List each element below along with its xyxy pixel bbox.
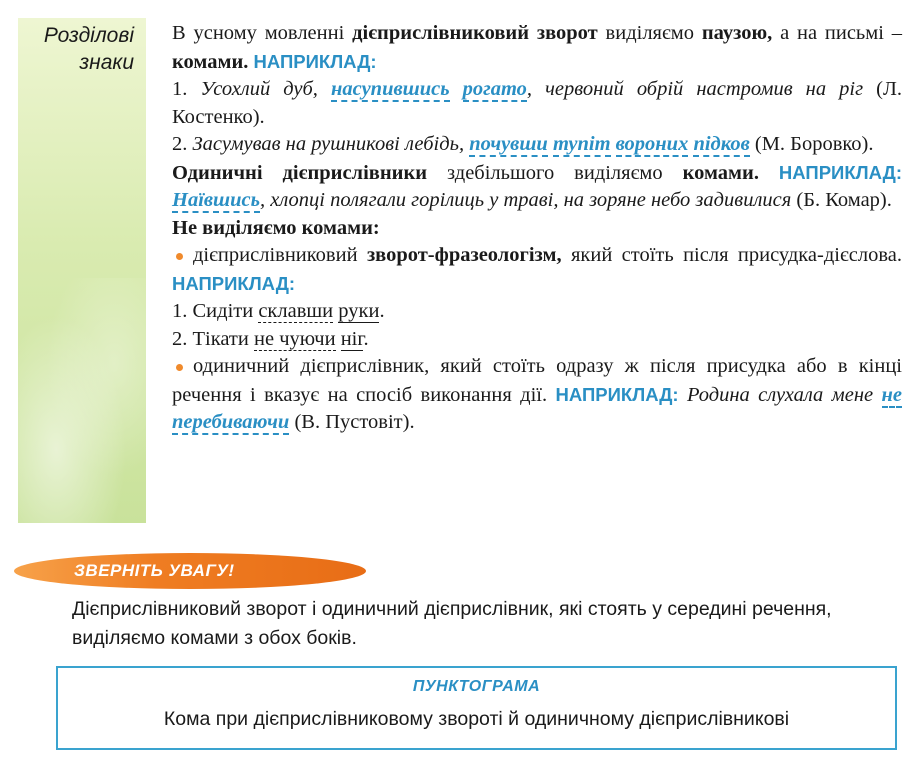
rule-text	[172, 20, 902, 437]
bullet-icon	[176, 364, 183, 371]
section-label-line-1: Розділові	[43, 24, 134, 47]
side-panel-decoration	[18, 278, 146, 523]
attention-banner	[14, 553, 366, 589]
punktogram-text: Кома при дієприслівниковому звороті й одиничному дієприслівникові	[163, 708, 790, 730]
underlined-word: не чуючи	[254, 327, 336, 350]
underlined-word: підков	[693, 133, 750, 155]
underlined-word: не перебиваючи	[172, 383, 902, 433]
underlined-word: склавши	[258, 300, 334, 322]
underlined-word: тупіт	[552, 133, 611, 155]
example-label: НАПРИКЛАД:	[778, 161, 902, 183]
punktogram-title: ПУНКТОГРАМА	[412, 678, 541, 695]
example-label: НАПРИКЛАД:	[172, 272, 296, 294]
rule-paragraph-2: Одиничні дієприслівники здебільшого виділяємо комами. НАПРИКЛАД: Наївшись, хлопці полягали горілиць у траві, на зоряне небо задивилися (Б. Комар).	[172, 161, 902, 211]
underlined-word: рогато	[462, 78, 527, 100]
section-label	[44, 22, 134, 76]
underlined-word: Наївшись	[172, 189, 260, 211]
example-2: 2. Засумував на рушникові лебідь, почувши тупіт вороних підков (М. Боровко).	[172, 133, 874, 155]
example-label: НАПРИКЛАД:	[555, 383, 679, 405]
no-commas-heading: Не виділяємо комами:	[172, 216, 380, 239]
example-1: 1. Усохлий дуб, насупившись рогато, червоний обрій настромив на ріг (Л. Костенко).	[172, 78, 903, 128]
bullet-item-2: одиничний дієприслівник, який стоїть одразу ж після присудка або в кінці речення і вказує на спосіб виконання дії. НАПРИКЛАД: Родина слухала мене не перебиваючи (В. Пустовіт).	[172, 355, 902, 433]
attention-note: Дієприслівниковий зворот і одиничний дієприслівник, які стоять у середині речення, виділяємо комами з обох боків.	[72, 598, 832, 649]
underlined-word: насупившись	[330, 78, 450, 100]
side-panel	[18, 18, 146, 523]
attention-label: ЗВЕРНІТЬ УВАГУ!	[74, 561, 235, 580]
underlined-word: вороних	[615, 133, 689, 155]
section-label-line-2: знаки	[79, 51, 134, 74]
example-label: НАПРИКЛАД:	[253, 50, 377, 72]
underlined-word: ніг	[340, 327, 364, 350]
rule-paragraph-1: В усному мовленні дієприслівниковий зворот виділяємо паузою, а на письмі – комами. НАПРИКЛАД:	[172, 22, 902, 73]
underlined-word: почувши	[469, 133, 548, 155]
punktogram-box	[56, 666, 897, 750]
bullet-icon	[176, 253, 183, 260]
underlined-word: руки	[338, 300, 380, 322]
example-4: 1. Сидіти склавши руки.	[172, 300, 385, 322]
example-5: 2. Тікати не чуючи ніг.	[172, 327, 369, 350]
bullet-item-1: дієприслівниковий зворот-фразеологізм, який стоїть після присудка-дієслова. НАПРИКЛАД:	[172, 244, 902, 294]
